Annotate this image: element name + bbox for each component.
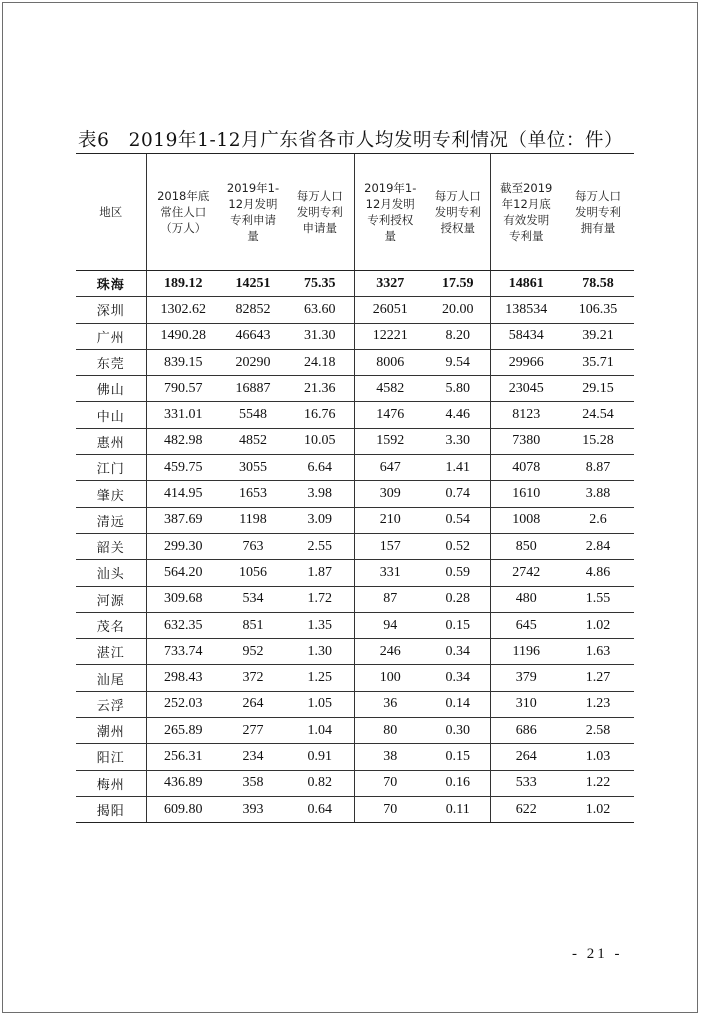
table-row — [76, 691, 634, 717]
value-cell: 851 — [220, 612, 286, 638]
value-cell: 7380 — [490, 428, 562, 454]
value-cell: 38 — [354, 744, 426, 770]
table-row — [76, 665, 634, 691]
value-cell: 1.35 — [286, 612, 354, 638]
value-cell: 0.16 — [426, 770, 490, 796]
value-cell: 1196 — [490, 639, 562, 665]
value-cell: 1.23 — [562, 691, 634, 717]
value-cell: 78.58 — [562, 271, 634, 297]
city-cell: 揭阳 — [76, 796, 146, 822]
value-cell: 256.31 — [146, 744, 220, 770]
value-cell: 1302.62 — [146, 297, 220, 323]
value-cell: 3.88 — [562, 481, 634, 507]
value-cell: 75.35 — [286, 271, 354, 297]
table-row — [76, 455, 634, 481]
value-cell: 839.15 — [146, 349, 220, 375]
value-cell: 1476 — [354, 402, 426, 428]
value-cell: 0.34 — [426, 639, 490, 665]
value-cell: 414.95 — [146, 481, 220, 507]
value-cell: 0.74 — [426, 481, 490, 507]
city-cell: 汕尾 — [76, 665, 146, 691]
value-cell: 265.89 — [146, 718, 220, 744]
value-cell: 6.64 — [286, 455, 354, 481]
value-cell: 8.20 — [426, 323, 490, 349]
value-cell: 3327 — [354, 271, 426, 297]
value-cell: 0.15 — [426, 744, 490, 770]
value-cell: 264 — [490, 744, 562, 770]
value-cell: 234 — [220, 744, 286, 770]
table-row — [76, 796, 634, 822]
value-cell: 372 — [220, 665, 286, 691]
table-row — [76, 639, 634, 665]
value-cell: 1.72 — [286, 586, 354, 612]
value-cell: 686 — [490, 718, 562, 744]
page-number: - 21 - — [572, 946, 623, 962]
table-row — [76, 533, 634, 559]
value-cell: 100 — [354, 665, 426, 691]
patent-table — [76, 153, 634, 823]
city-cell: 广州 — [76, 323, 146, 349]
value-cell: 2.55 — [286, 533, 354, 559]
value-cell: 1610 — [490, 481, 562, 507]
value-cell: 12221 — [354, 323, 426, 349]
city-cell: 清远 — [76, 507, 146, 533]
value-cell: 309 — [354, 481, 426, 507]
value-cell: 277 — [220, 718, 286, 744]
value-cell: 264 — [220, 691, 286, 717]
table-row — [76, 770, 634, 796]
value-cell: 2742 — [490, 560, 562, 586]
table-row — [76, 481, 634, 507]
value-cell: 16887 — [220, 376, 286, 402]
value-cell: 29.15 — [562, 376, 634, 402]
value-cell: 8123 — [490, 402, 562, 428]
value-cell: 15.28 — [562, 428, 634, 454]
city-cell: 云浮 — [76, 691, 146, 717]
value-cell: 622 — [490, 796, 562, 822]
city-cell: 珠海 — [76, 271, 146, 297]
value-cell: 459.75 — [146, 455, 220, 481]
city-cell: 深圳 — [76, 297, 146, 323]
city-cell: 惠州 — [76, 428, 146, 454]
value-cell: 9.54 — [426, 349, 490, 375]
value-cell: 3.30 — [426, 428, 490, 454]
value-cell: 87 — [354, 586, 426, 612]
value-cell: 80 — [354, 718, 426, 744]
city-cell: 茂名 — [76, 612, 146, 638]
table-row — [76, 612, 634, 638]
table-row — [76, 586, 634, 612]
value-cell: 1056 — [220, 560, 286, 586]
table-body — [76, 271, 634, 823]
value-cell: 4.86 — [562, 560, 634, 586]
value-cell: 29966 — [490, 349, 562, 375]
value-cell: 17.59 — [426, 271, 490, 297]
value-cell: 157 — [354, 533, 426, 559]
city-cell: 佛山 — [76, 376, 146, 402]
header-region: 地区 — [76, 154, 146, 271]
value-cell: 1.04 — [286, 718, 354, 744]
table-row — [76, 402, 634, 428]
value-cell: 3055 — [220, 455, 286, 481]
value-cell: 14861 — [490, 271, 562, 297]
value-cell: 70 — [354, 770, 426, 796]
table-row — [76, 718, 634, 744]
header-grants: 2019年1-12月发明专利授权量 — [354, 154, 426, 271]
city-cell: 潮州 — [76, 718, 146, 744]
value-cell: 1.63 — [562, 639, 634, 665]
value-cell: 39.21 — [562, 323, 634, 349]
header-population: 2018年底常住人口（万人） — [146, 154, 220, 271]
city-cell: 河源 — [76, 586, 146, 612]
value-cell: 609.80 — [146, 796, 220, 822]
value-cell: 387.69 — [146, 507, 220, 533]
value-cell: 252.03 — [146, 691, 220, 717]
value-cell: 2.6 — [562, 507, 634, 533]
value-cell: 331 — [354, 560, 426, 586]
value-cell: 0.82 — [286, 770, 354, 796]
value-cell: 1008 — [490, 507, 562, 533]
table-header-row — [76, 154, 634, 271]
value-cell: 10.05 — [286, 428, 354, 454]
value-cell: 82852 — [220, 297, 286, 323]
value-cell: 1490.28 — [146, 323, 220, 349]
value-cell: 70 — [354, 796, 426, 822]
city-cell: 江门 — [76, 455, 146, 481]
value-cell: 46643 — [220, 323, 286, 349]
value-cell: 436.89 — [146, 770, 220, 796]
value-cell: 763 — [220, 533, 286, 559]
value-cell: 4078 — [490, 455, 562, 481]
value-cell: 533 — [490, 770, 562, 796]
value-cell: 4852 — [220, 428, 286, 454]
value-cell: 35.71 — [562, 349, 634, 375]
value-cell: 3.09 — [286, 507, 354, 533]
value-cell: 20290 — [220, 349, 286, 375]
value-cell: 1.30 — [286, 639, 354, 665]
value-cell: 4582 — [354, 376, 426, 402]
value-cell: 1198 — [220, 507, 286, 533]
value-cell: 733.74 — [146, 639, 220, 665]
table-row — [76, 560, 634, 586]
header-applications-per-10k: 每万人口发明专利申请量 — [286, 154, 354, 271]
value-cell: 31.30 — [286, 323, 354, 349]
city-cell: 东莞 — [76, 349, 146, 375]
value-cell: 393 — [220, 796, 286, 822]
value-cell: 298.43 — [146, 665, 220, 691]
table-title: 表6 2019年1-12月广东省各市人均发明专利情况（单位：件） — [78, 130, 624, 151]
value-cell: 16.76 — [286, 402, 354, 428]
value-cell: 1.03 — [562, 744, 634, 770]
table-row — [76, 744, 634, 770]
value-cell: 952 — [220, 639, 286, 665]
value-cell: 632.35 — [146, 612, 220, 638]
value-cell: 2.58 — [562, 718, 634, 744]
value-cell: 14251 — [220, 271, 286, 297]
city-cell: 肇庆 — [76, 481, 146, 507]
city-cell: 阳江 — [76, 744, 146, 770]
value-cell: 1.02 — [562, 796, 634, 822]
value-cell: 24.18 — [286, 349, 354, 375]
value-cell: 246 — [354, 639, 426, 665]
value-cell: 1.25 — [286, 665, 354, 691]
value-cell: 3.98 — [286, 481, 354, 507]
value-cell: 210 — [354, 507, 426, 533]
value-cell: 645 — [490, 612, 562, 638]
value-cell: 0.59 — [426, 560, 490, 586]
header-applications: 2019年1-12月发明专利申请量 — [220, 154, 286, 271]
city-cell: 韶关 — [76, 533, 146, 559]
value-cell: 0.64 — [286, 796, 354, 822]
value-cell: 8006 — [354, 349, 426, 375]
value-cell: 482.98 — [146, 428, 220, 454]
table-row — [76, 297, 634, 323]
value-cell: 1.87 — [286, 560, 354, 586]
value-cell: 138534 — [490, 297, 562, 323]
value-cell: 20.00 — [426, 297, 490, 323]
city-cell: 湛江 — [76, 639, 146, 665]
value-cell: 310 — [490, 691, 562, 717]
value-cell: 0.15 — [426, 612, 490, 638]
value-cell: 94 — [354, 612, 426, 638]
value-cell: 8.87 — [562, 455, 634, 481]
value-cell: 1.05 — [286, 691, 354, 717]
header-valid-per-10k: 每万人口发明专利拥有量 — [562, 154, 634, 271]
value-cell: 647 — [354, 455, 426, 481]
value-cell: 21.36 — [286, 376, 354, 402]
value-cell: 358 — [220, 770, 286, 796]
value-cell: 0.28 — [426, 586, 490, 612]
value-cell: 106.35 — [562, 297, 634, 323]
header-grants-per-10k: 每万人口发明专利授权量 — [426, 154, 490, 271]
value-cell: 1.02 — [562, 612, 634, 638]
value-cell: 0.11 — [426, 796, 490, 822]
value-cell: 299.30 — [146, 533, 220, 559]
value-cell: 1592 — [354, 428, 426, 454]
value-cell: 4.46 — [426, 402, 490, 428]
table-row — [76, 376, 634, 402]
city-cell: 中山 — [76, 402, 146, 428]
value-cell: 1.41 — [426, 455, 490, 481]
table-row — [76, 323, 634, 349]
value-cell: 0.30 — [426, 718, 490, 744]
city-cell: 汕头 — [76, 560, 146, 586]
value-cell: 0.91 — [286, 744, 354, 770]
city-cell: 梅州 — [76, 770, 146, 796]
value-cell: 790.57 — [146, 376, 220, 402]
table-row — [76, 271, 634, 297]
value-cell: 1.55 — [562, 586, 634, 612]
value-cell: 480 — [490, 586, 562, 612]
value-cell: 1.27 — [562, 665, 634, 691]
value-cell: 2.84 — [562, 533, 634, 559]
table-row — [76, 428, 634, 454]
value-cell: 63.60 — [286, 297, 354, 323]
value-cell: 58434 — [490, 323, 562, 349]
value-cell: 0.14 — [426, 691, 490, 717]
value-cell: 5.80 — [426, 376, 490, 402]
value-cell: 24.54 — [562, 402, 634, 428]
value-cell: 534 — [220, 586, 286, 612]
value-cell: 331.01 — [146, 402, 220, 428]
value-cell: 379 — [490, 665, 562, 691]
value-cell: 1653 — [220, 481, 286, 507]
value-cell: 36 — [354, 691, 426, 717]
value-cell: 23045 — [490, 376, 562, 402]
value-cell: 0.34 — [426, 665, 490, 691]
value-cell: 0.54 — [426, 507, 490, 533]
header-valid-patents: 截至2019年12月底有效发明专利量 — [490, 154, 562, 271]
value-cell: 564.20 — [146, 560, 220, 586]
value-cell: 0.52 — [426, 533, 490, 559]
value-cell: 26051 — [354, 297, 426, 323]
value-cell: 1.22 — [562, 770, 634, 796]
value-cell: 189.12 — [146, 271, 220, 297]
table-row — [76, 349, 634, 375]
value-cell: 850 — [490, 533, 562, 559]
value-cell: 5548 — [220, 402, 286, 428]
value-cell: 309.68 — [146, 586, 220, 612]
table-row — [76, 507, 634, 533]
